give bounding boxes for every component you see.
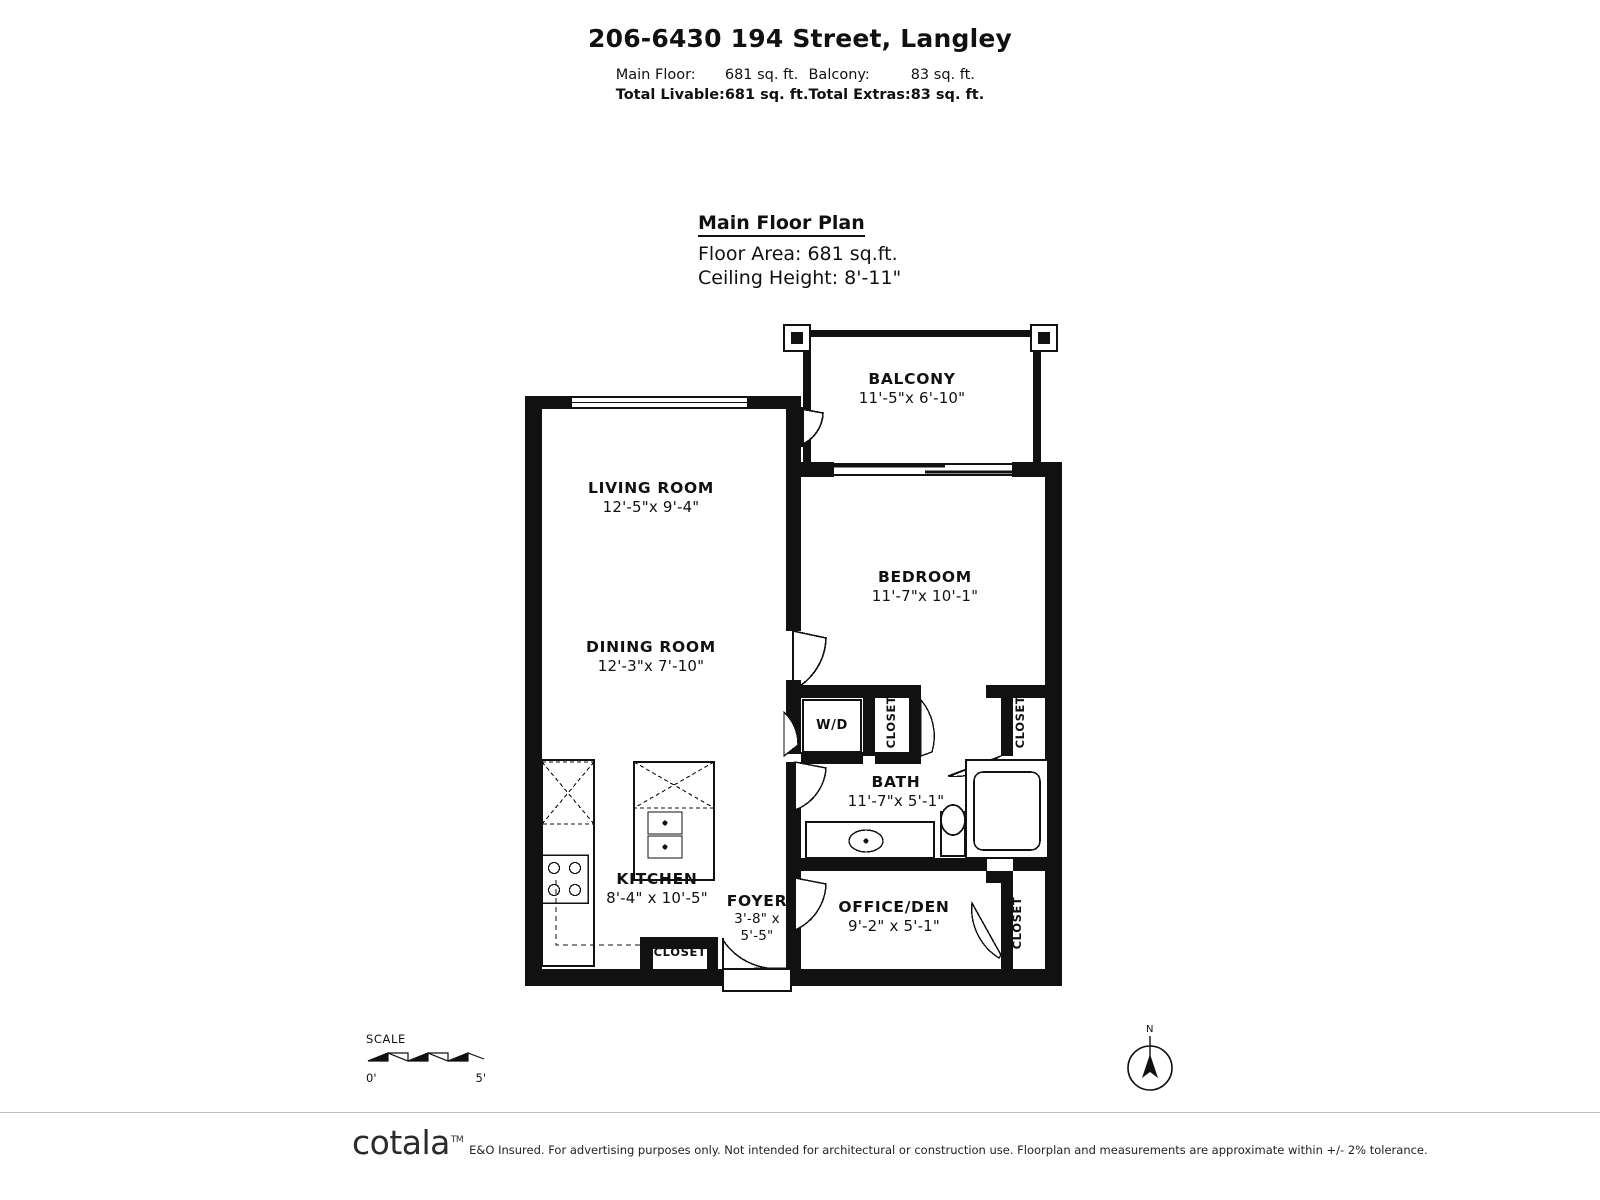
room-name: OFFICE/DEN xyxy=(838,898,950,916)
footer xyxy=(0,1112,1600,1162)
floor-area-text: Floor Area: 681 sq.ft. xyxy=(698,243,898,265)
main-floor-value: 681 sq. ft. xyxy=(724,67,799,83)
room-dimensions-line2: 5'-5" xyxy=(740,928,774,945)
closet-label-foyer: CLOSET xyxy=(653,945,707,959)
page-title: 206-6430 194 Street, Langley xyxy=(588,24,1012,53)
disclaimer-text: E&O Insured. For advertising purposes only. Not intended for architectural or construction use. Floorplan and measurements are approximate within +/- 2% tolerance. xyxy=(469,1143,1428,1157)
room-dimensions: 12'-5"x 9'-4" xyxy=(602,498,700,517)
scale-end-label: 5' xyxy=(475,1071,486,1085)
room-dimensions: 9'-2" x 5'-1" xyxy=(847,917,941,936)
room-dimensions: 3'-8" x xyxy=(734,911,780,928)
room-dimensions: 8'-4" x 10'-5" xyxy=(606,889,708,908)
total-extras-label: Total Extras: xyxy=(808,87,911,103)
balcony-label: Balcony: xyxy=(808,67,870,83)
room-label-dining-room xyxy=(531,638,771,676)
room-name: BATH xyxy=(871,773,921,791)
compass-north-label: N xyxy=(1146,1024,1154,1035)
room-label-bath xyxy=(776,773,1016,811)
room-dimensions: 11'-7"x 5'-1" xyxy=(847,792,945,811)
compass-rose xyxy=(1118,1024,1182,1094)
room-label-bedroom xyxy=(805,568,1045,606)
balcony-value: 83 sq. ft. xyxy=(910,67,975,83)
scale-bar xyxy=(366,1032,506,1085)
room-label-office-den xyxy=(790,898,998,936)
room-name: DINING ROOM xyxy=(586,638,716,656)
room-name: BALCONY xyxy=(868,370,956,388)
total-livable-value: 681 sq. ft. xyxy=(724,87,809,103)
main-floor-label: Main Floor: xyxy=(615,67,696,83)
room-dimensions: 12'-3"x 7'-10" xyxy=(597,657,705,676)
floor-plan-title: Main Floor Plan xyxy=(698,212,865,237)
closet-label-bedroom-right: CLOSET xyxy=(1013,695,1027,749)
room-name: BEDROOM xyxy=(878,568,972,586)
brand-name: cotala xyxy=(352,1123,450,1162)
total-livable-label: Total Livable: xyxy=(615,87,725,103)
room-name: LIVING ROOM xyxy=(588,479,714,497)
washer-dryer-label: W/D xyxy=(816,718,848,733)
scale-graphic xyxy=(366,1049,488,1065)
closet-label-bedroom-left: CLOSET xyxy=(884,695,898,749)
room-dimensions: 11'-5"x 6'-10" xyxy=(858,389,966,408)
room-name: KITCHEN xyxy=(616,870,698,888)
room-dimensions: 11'-7"x 10'-1" xyxy=(871,587,979,606)
total-extras-value: 83 sq. ft. xyxy=(910,87,985,103)
trademark-symbol: TM xyxy=(450,1135,464,1145)
room-name: FOYER xyxy=(726,892,788,910)
brand-logo xyxy=(352,1123,463,1162)
room-label-balcony xyxy=(792,370,1032,408)
scale-title: SCALE xyxy=(366,1032,406,1046)
closet-label-office: CLOSET xyxy=(1010,896,1024,950)
ceiling-height-text: Ceiling Height: 8'-11" xyxy=(698,267,902,290)
room-label-living-room xyxy=(531,479,771,517)
scale-start-label: 0' xyxy=(366,1071,377,1085)
